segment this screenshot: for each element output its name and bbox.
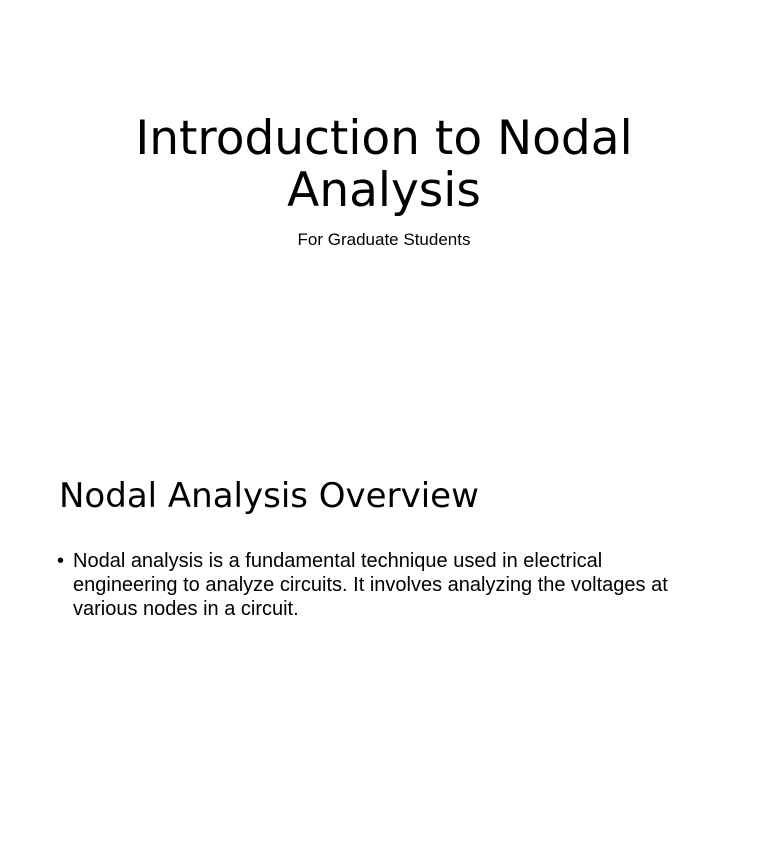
- section-heading: Nodal Analysis Overview: [59, 476, 479, 516]
- bullet-item: [57, 549, 697, 621]
- bullet-list: [57, 549, 697, 621]
- bullet-icon: •: [57, 550, 65, 572]
- slide-subtitle: For Graduate Students: [297, 230, 471, 249]
- slide-title: Introduction to Nodal Analysis: [135, 111, 633, 218]
- bullet-text: Nodal analysis is a fundamental technique used in electrical engineering to analyze circuits. It involves analyzing the voltages at various nodes in a circuit.: [73, 550, 668, 620]
